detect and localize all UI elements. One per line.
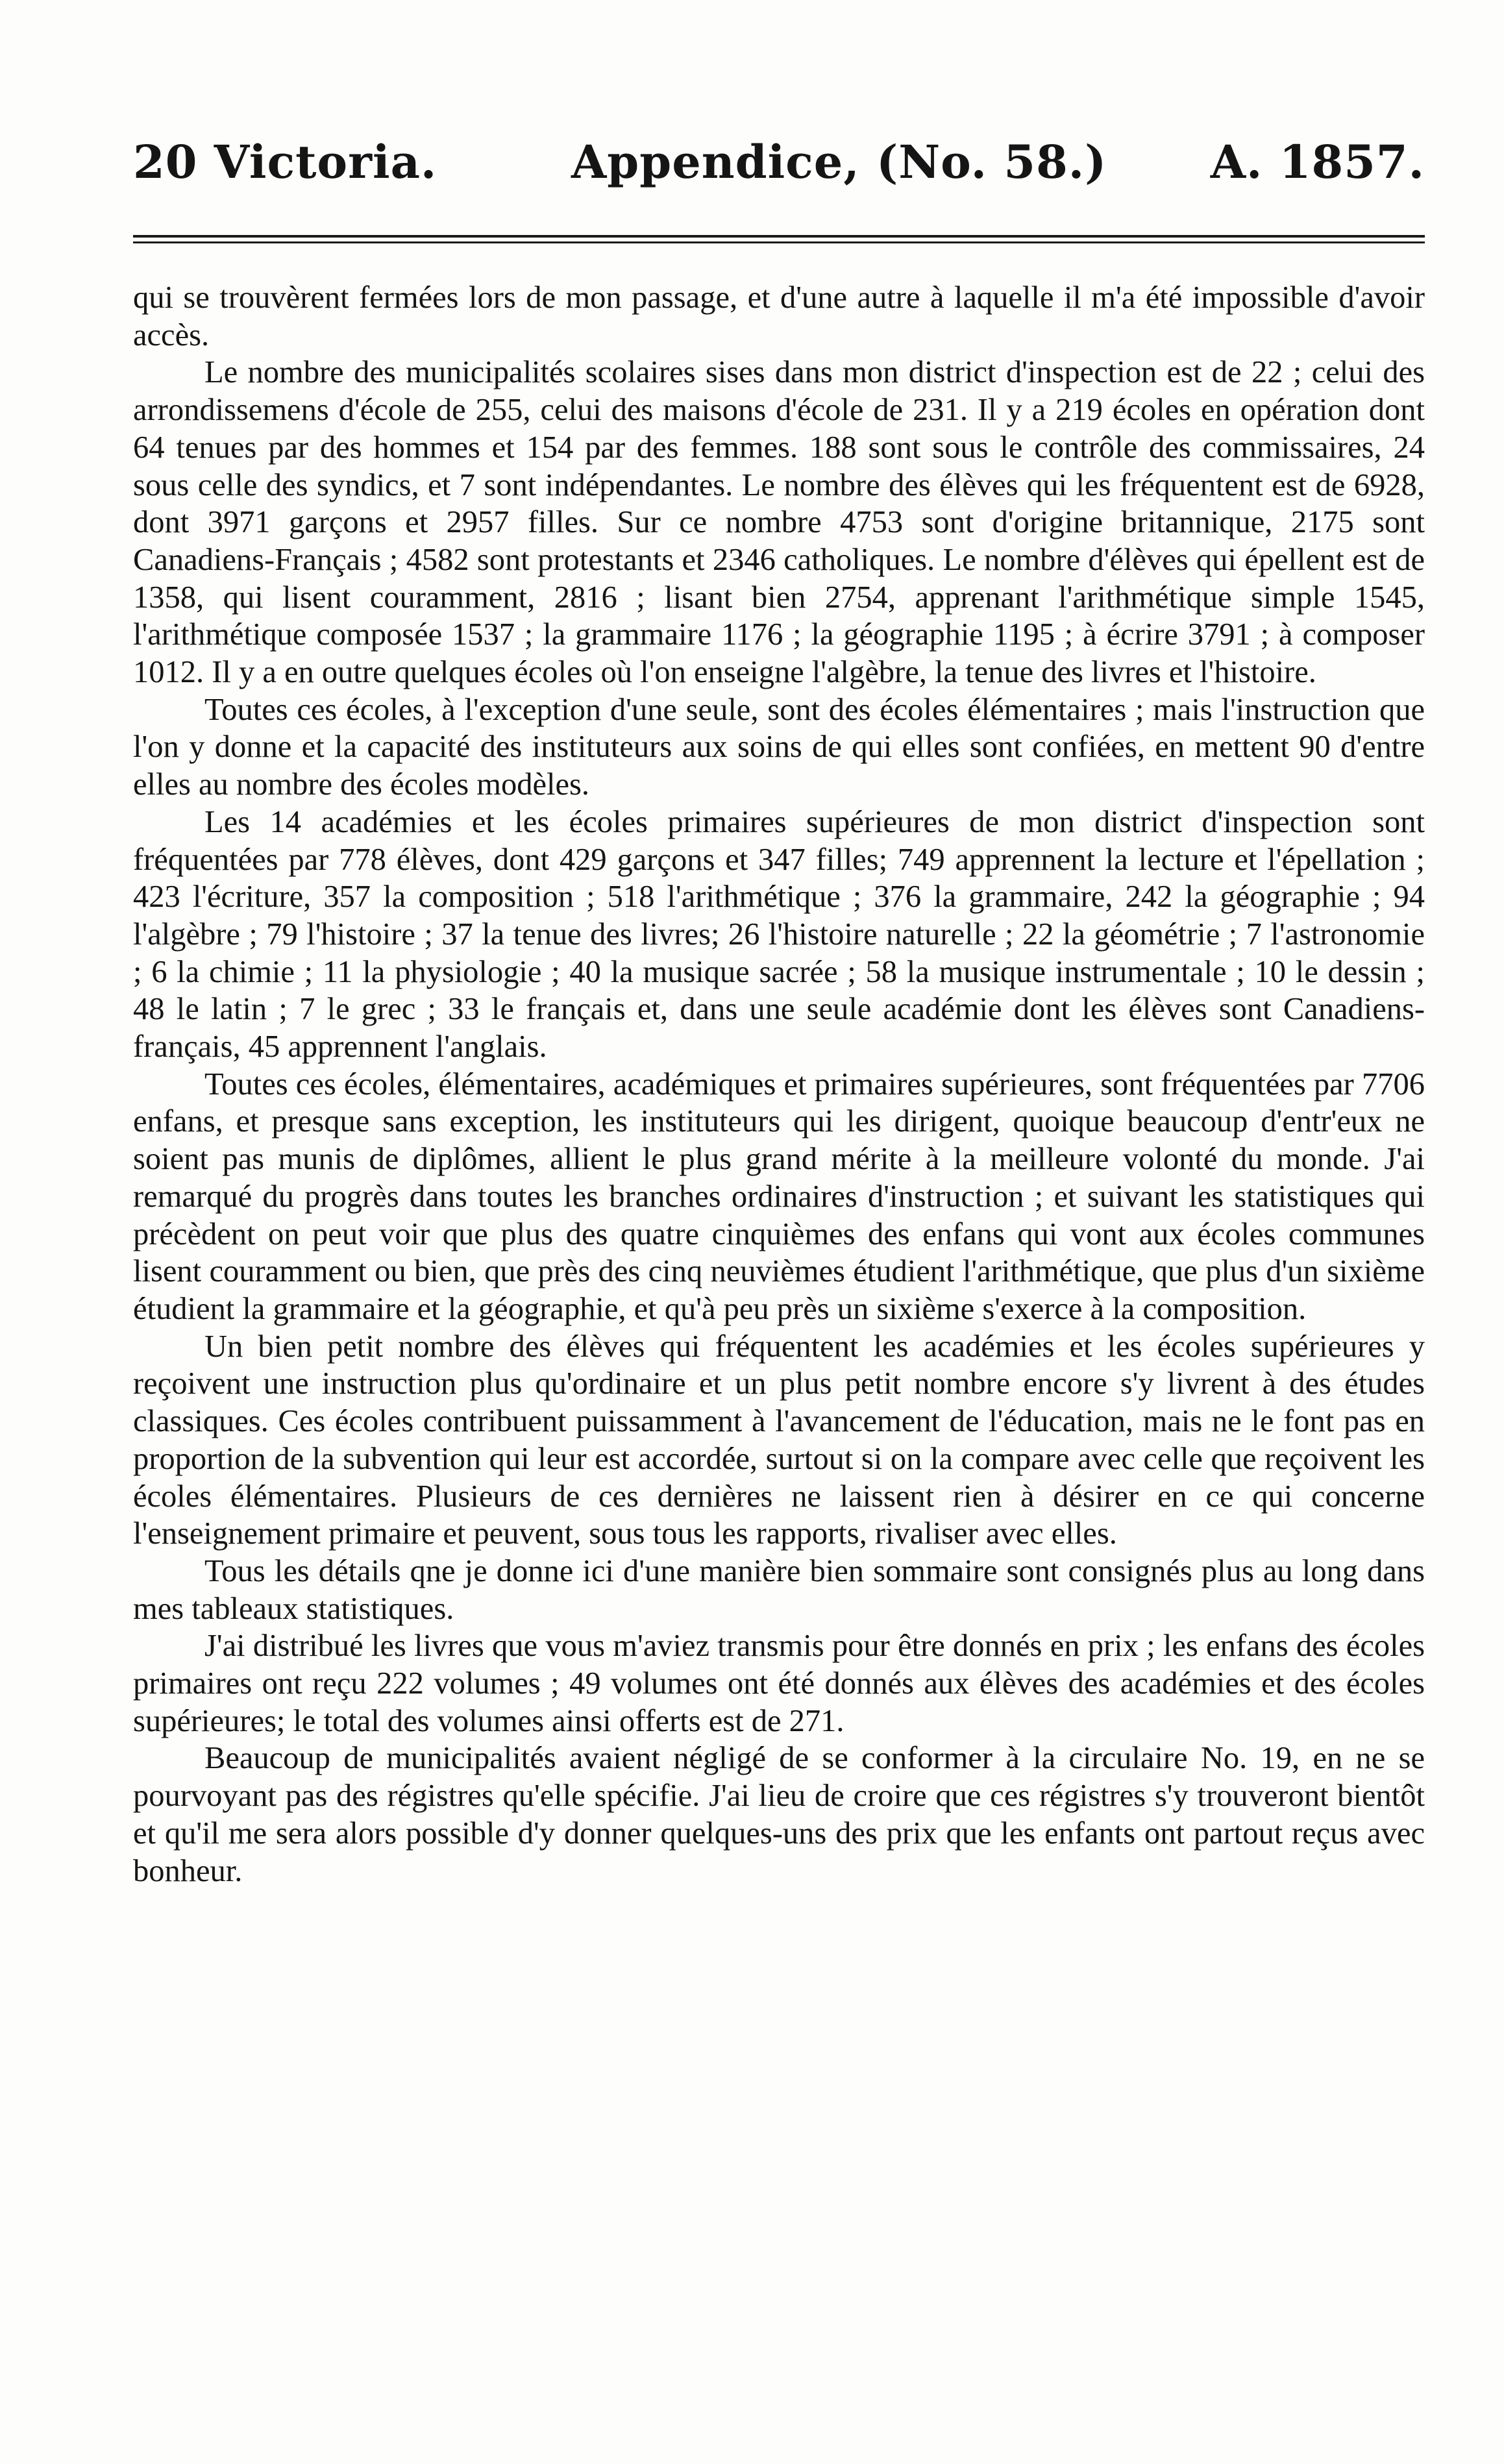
paragraph-registers: Beaucoup de municipalités avaient négligé de se conformer à la circulaire No. 19, en ne se pourvoyant pas des régistres qu'elle spécifie. J'ai lieu de croire que ces régistres s'y trouveront bientôt et qu'il me sera alors possible d'y donner quelques-uns des prix que les enfants ont partout reçus avec bonheur. — [133, 1741, 1425, 1888]
paragraph-attendance: Toutes ces écoles, élémentaires, académiques et primaires supérieures, sont fréquentées par 7706 enfans, et presque sans exception, les instituteurs qui les dirigent, quoique beaucoup d'entr'eux ne soient pas munis de diplômes, allient le plus grand mérite à la meilleure volonté du monde. J'ai remarqué du progrès dans toutes les branches ordinaires d'instruction ; et suivant les statistiques qui précèdent on peut voir que plus des quatre cinquièmes des enfans qui vont aux écoles communes lisent couramment ou bien, que près des cinq neuvièmes étudient l'arithmétique, que plus d'un sixième étudient la grammaire et la géographie, et qu'à peu près un sixième s'exerce à la composition. — [133, 1066, 1425, 1326]
paragraph-prize-books: J'ai distribué les livres que vous m'aviez transmis pour être donnés en prix ; les enfans des écoles primaires ont reçu 222 volumes ; 49 volumes ont été donnés aux élèves des académies et des écoles supérieures; le total des volumes ainsi offerts est de 271. — [133, 1629, 1425, 1738]
header-appendix: Appendice, (No. 58.) — [571, 135, 1107, 189]
header-year: A. 1857. — [1210, 135, 1425, 189]
paragraph-academies: Les 14 académies et les écoles primaires supérieures de mon district d'inspection sont fréquentées par 778 élèves, dont 429 garçons et 347 filles; 749 apprennent la lecture et l'épellation ; 423 l'écriture, 357 la composition ; 518 l'arithmétique ; 376 la grammaire, 242 la géographie ; 94 l'algèbre ; 79 l'histoire ; 37 la tenue des livres; 26 l'histoire naturelle ; 22 la géométrie ; 7 l'astronomie ; 6 la chimie ; 11 la physiologie ; 40 la musique sacrée ; 58 la musique instrumentale ; 10 le dessin ; 48 le latin ; 7 le grec ; 33 le français et, dans une seule académie dont les élèves sont Canadiens-français, 45 apprennent l'anglais. — [133, 804, 1425, 1065]
header-rule-top — [133, 235, 1425, 238]
header-volume: 20 Victoria. — [133, 135, 438, 189]
paragraph-continuation: qui se trouvèrent fermées lors de mon passage, et d'une autre à laquelle il m'a été impossible d'avoir accès. — [133, 280, 1425, 352]
running-header — [133, 133, 1425, 195]
header-rule-bottom — [133, 241, 1425, 243]
paragraph-municipalities: Le nombre des municipalités scolaires sises dans mon district d'inspection est de 22 ; celui des arrondissemens d'école de 255, celui des maisons d'école de 231. Il y a 219 écoles en opération dont 64 tenues par des hommes et 154 par des femmes. 188 sont sous le contrôle des commissaires, 24 sous celle des syndics, et 7 sont indépendantes. Le nombre des élèves qui les fréquentent est de 6928, dont 3971 garçons et 2957 filles. Sur ce nombre 4753 sont d'origine britannique, 2175 sont Canadiens-Français ; 4582 sont protestants et 2346 catholiques. Le nombre d'élèves qui épellent est de 1358, qui lisent couramment, 2816 ; lisant bien 2754, apprenant l'arithmétique simple 1545, l'arithmétique composée 1537 ; la grammaire 1176 ; la géographie 1195 ; à écrire 3791 ; à composer 1012. Il y a en outre quelques écoles où l'on enseigne l'algèbre, la tenue des livres et l'histoire. — [133, 355, 1425, 690]
paragraph-statistics: Tous les détails qne je donne ici d'une manière bien sommaire sont consignés plus au long dans mes tableaux statistiques. — [133, 1553, 1425, 1626]
body-text — [133, 279, 1425, 1890]
paragraph-elementary-schools: Toutes ces écoles, à l'exception d'une seule, sont des écoles élémentaires ; mais l'instruction que l'on y donne et la capacité des instituteurs aux soins de qui elles sont confiées, en mettent 90 d'entre elles au nombre des écoles modèles. — [133, 692, 1425, 802]
paragraph-superior-schools: Un bien petit nombre des élèves qui fréquentent les académies et les écoles supérieures y reçoivent une instruction plus qu'ordinaire et un plus petit nombre encore s'y livrent à des études classiques. Ces écoles contribuent puissamment à l'avancement de l'éducation, mais ne le font pas en proportion de la subvention qui leur est accordée, surtout si on la compare avec celle que reçoivent les écoles élémentaires. Plusieurs de ces dernières ne laissent rien à désirer en ce qui concerne l'enseignement primaire et peuvent, sous tous les rapports, rivaliser avec elles. — [133, 1329, 1425, 1551]
